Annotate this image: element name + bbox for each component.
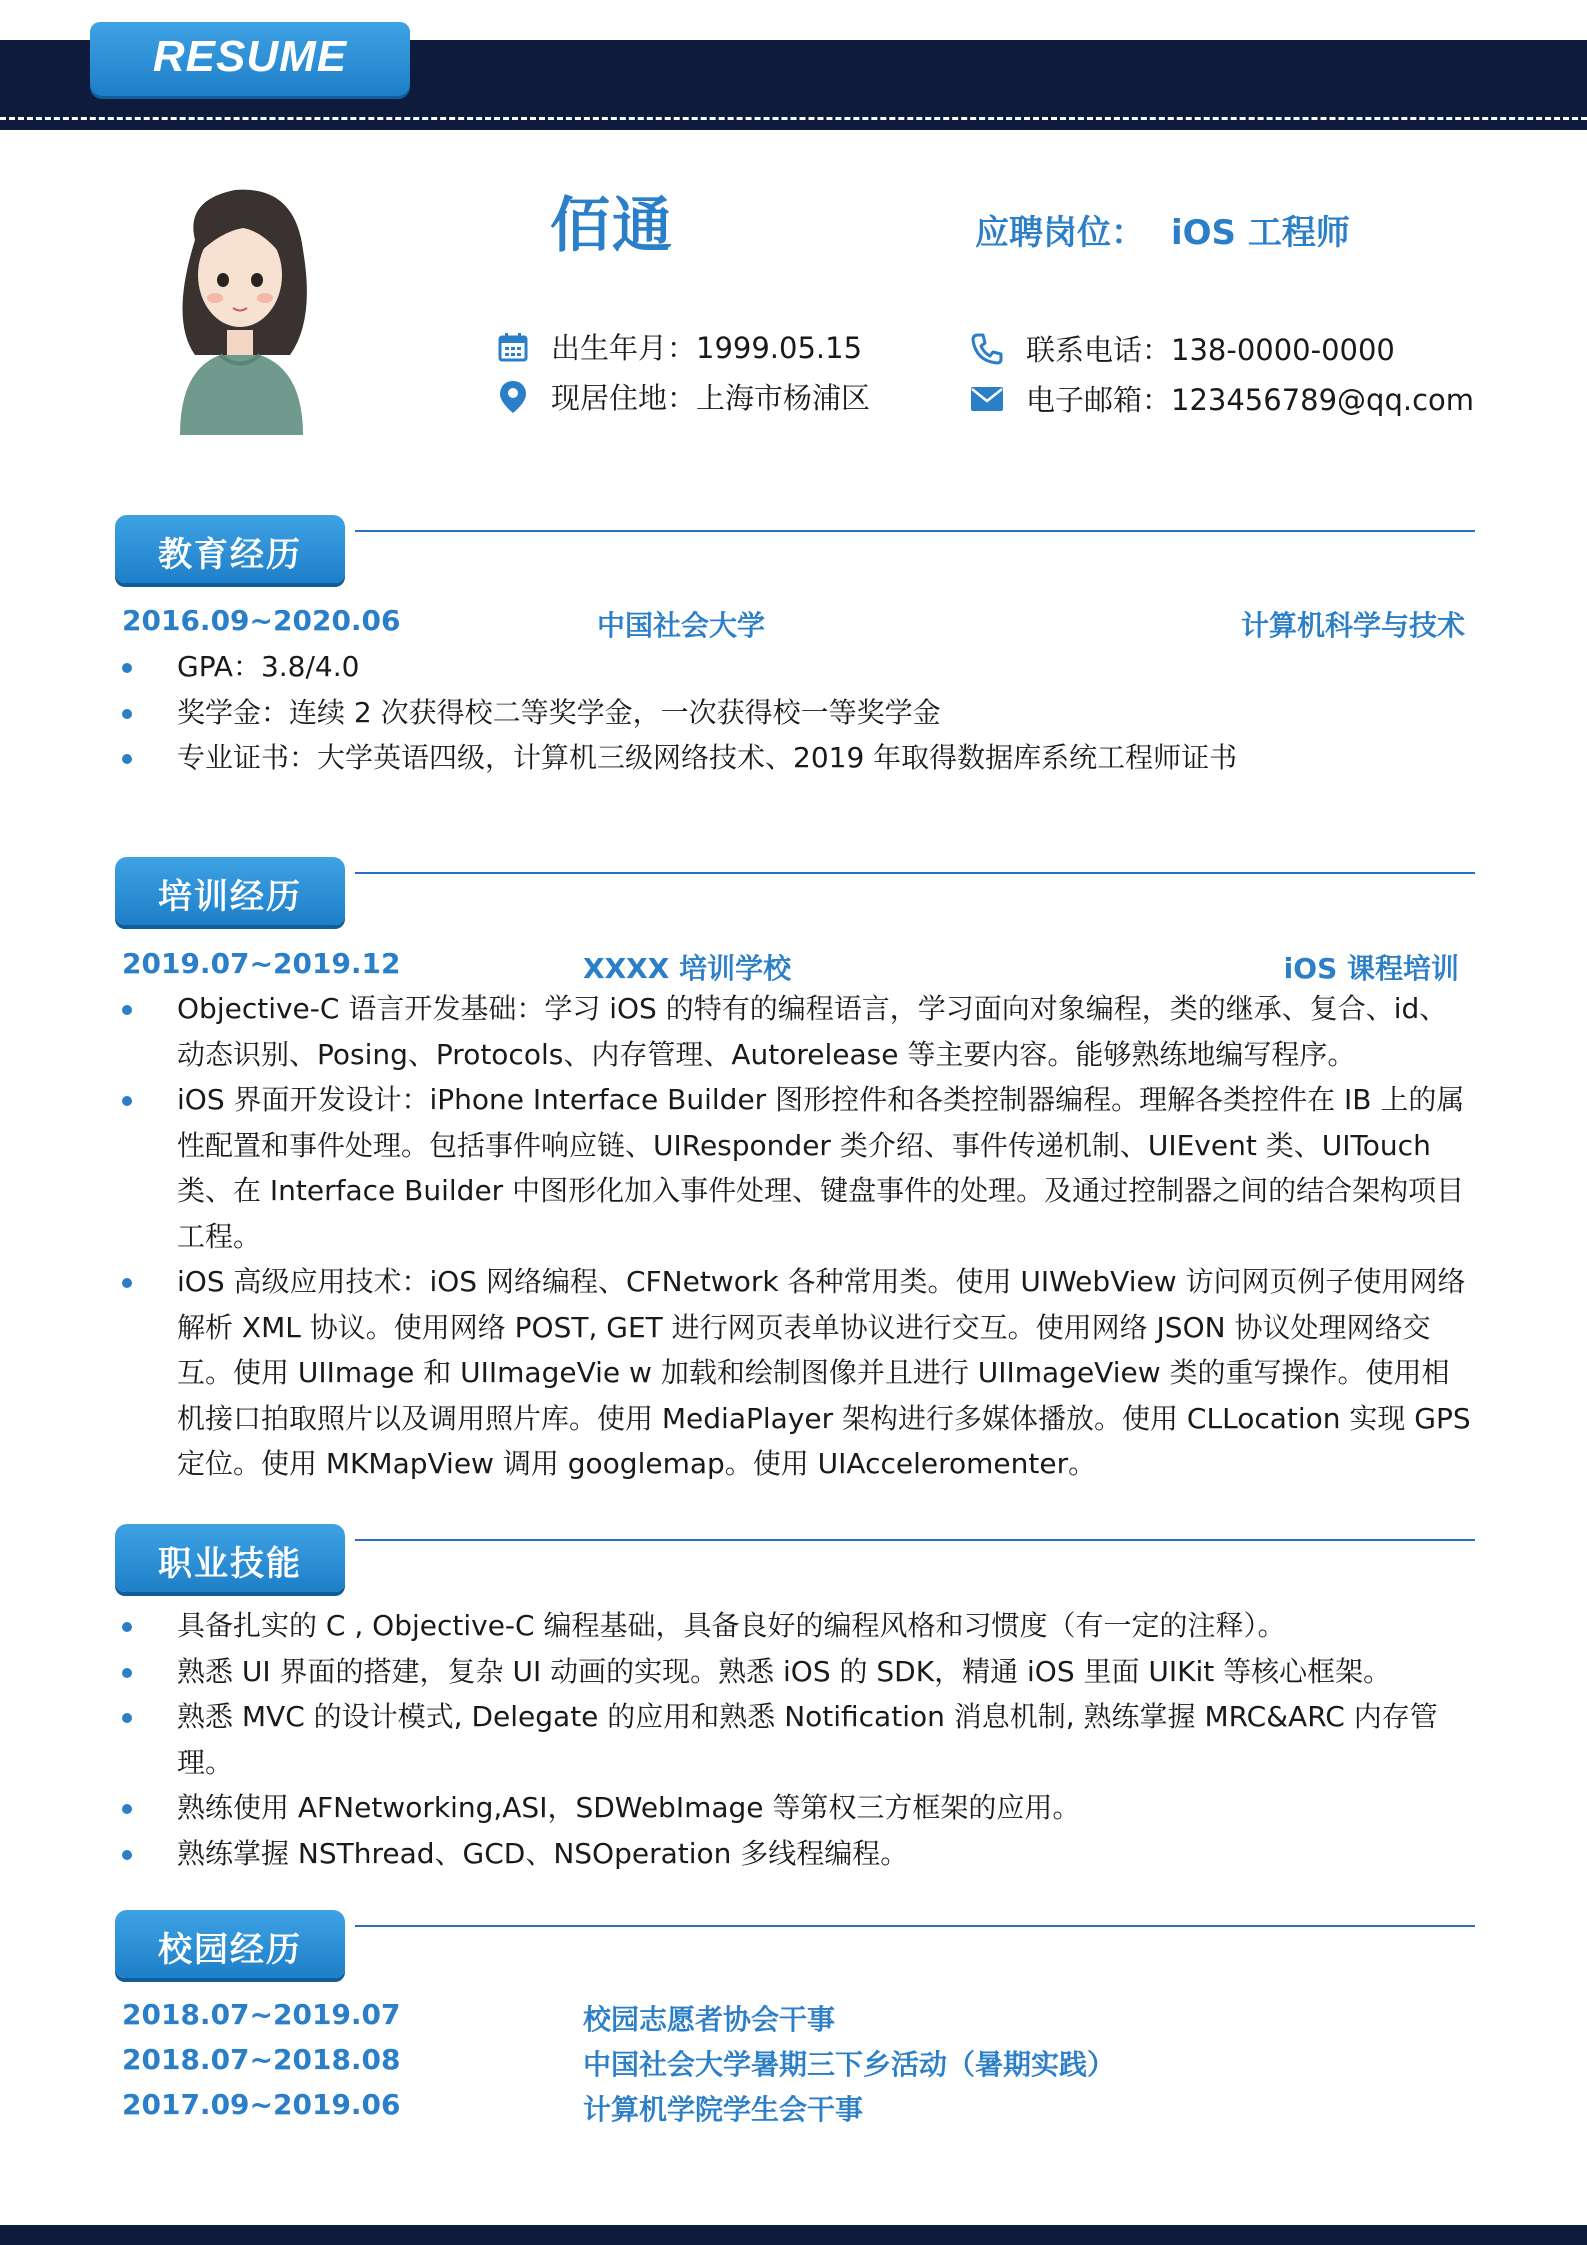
list-item: 熟悉 UI 界面的搭建，复杂 UI 动画的实现。熟悉 iOS 的 SDK，精通 iOS 里面 UIKit 等核心框架。 (122, 1649, 1472, 1695)
list-item: 熟练掌握 NSThread、GCD、NSOperation 多线程编程。 (122, 1831, 1472, 1877)
phone-text: 联系电话：138-0000-0000 (1026, 333, 1395, 367)
list-item: Objective-C 语言开发基础：学习 iOS 的特有的编程语言，学习面向对象编程，类的继承、复合、id、动态识别、Posing、Protocols、内存管理、Autorelease 等主要内容。能够熟练地编写程序。 (122, 986, 1472, 1077)
list-item: GPA：3.8/4.0 (122, 644, 1472, 690)
position-label: 应聘岗位： (975, 213, 1145, 253)
bullet-dot (122, 709, 132, 719)
education-school: 中国社会大学 (597, 609, 766, 642)
list-item: iOS 界面开发设计：iPhone Interface Builder 图形控件和各类控制器编程。理解各类控件在 IB 上的属性配置和事件处理。包括事件响应链、UIResponder 类介绍、事件传递机制、UIEvent 类、UITouch 类、在 Interface Builder 中图形化加入事件处理、键盘事件的处理。及通过控制器之间的结合架构项目工程。 (122, 1077, 1472, 1259)
campus-role: 计算机学院学生会干事 (583, 2093, 864, 2126)
training-divider (355, 872, 1475, 874)
calendar-icon (497, 331, 529, 363)
resume-label: RESUME (152, 32, 348, 81)
list-item: 奖学金：连续 2 次获得校二等奖学金，一次获得校一等奖学金 (122, 690, 1472, 736)
position-value: iOS 工程师 (1171, 213, 1350, 253)
campus-role: 校园志愿者协会干事 (583, 2003, 836, 2036)
education-title: 教育经历 (158, 535, 302, 575)
bullet-dot (122, 1278, 132, 1288)
training-date: 2019.07~2019.12 (122, 947, 401, 980)
bullet-dot (122, 1096, 132, 1106)
list-item: 专业证书：大学英语四级，计算机三级网络技术、2019 年取得数据库系统工程师证书 (122, 735, 1472, 781)
education-header (115, 515, 345, 583)
bullet-dot (122, 1668, 132, 1678)
list-item: 熟练使用 AFNetworking,ASI，SDWebImage 等第权三方框架的应用。 (122, 1785, 1472, 1831)
training-course: iOS 课程培训 (1283, 952, 1459, 985)
bullet-dot (122, 663, 132, 673)
list-item: 具备扎实的 C , Objective-C 编程基础，具备良好的编程风格和习惯度（有一定的注释）。 (122, 1603, 1472, 1649)
address-text: 现居住地：上海市杨浦区 (551, 381, 871, 415)
bullet-dot (122, 1622, 132, 1632)
education-divider (355, 530, 1475, 532)
banner-dashed-line (0, 117, 1587, 120)
education-major: 计算机科学与技术 (1240, 609, 1465, 642)
candidate-name: 佰通 (550, 191, 674, 261)
location-pin-icon (497, 379, 529, 415)
bottom-banner (0, 2225, 1587, 2245)
training-title: 培训经历 (158, 877, 302, 917)
campus-date: 2017.09~2019.06 (122, 2088, 401, 2121)
campus-title: 校园经历 (158, 1930, 302, 1970)
birth-row (497, 326, 862, 367)
email-row (970, 378, 1474, 419)
phone-row (970, 328, 1395, 369)
campus-date: 2018.07~2018.08 (122, 2043, 401, 2076)
skills-list (122, 1603, 1472, 1876)
campus-role: 中国社会大学暑期三下乡活动（暑期实践） (583, 2048, 1116, 2081)
phone-icon (970, 332, 1004, 366)
avatar (165, 180, 315, 435)
skills-header (115, 1524, 345, 1592)
resume-tab (90, 22, 410, 96)
address-row (497, 376, 870, 417)
campus-header (115, 1910, 345, 1978)
training-list (122, 986, 1472, 1487)
email-text: 电子邮箱：123456789@qq.com (1026, 383, 1475, 417)
bullet-dot (122, 1005, 132, 1015)
training-header (115, 857, 345, 925)
training-school: XXXX 培训学校 (583, 952, 792, 985)
bullet-dot (122, 1804, 132, 1814)
education-date: 2016.09~2020.06 (122, 604, 401, 637)
list-item: iOS 高级应用技术：iOS 网络编程、CFNetwork 各种常用类。使用 UIWebView 访问网页例子使用网络解析 XML 协议。使用网络 POST, GET 进行网页表单协议进行交互。使用网络 JSON 协议处理网络交互。使用 UIImage 和 UIImageVie w 加载和绘制图像并且进行 UIImageView 类的重写操作。使用相机接口拍取照片以及调用照片库。使用 MediaPlayer 架构进行多媒体播放。使用 CLLocation 实现 GPS 定位。使用 MKMapView 调用 googlemap。使用 UIAcceleromenter。 (122, 1259, 1472, 1487)
bullet-dot (122, 1713, 132, 1723)
birth-text: 出生年月：1999.05.15 (551, 331, 863, 365)
list-item: 熟悉 MVC 的设计模式, Delegate 的应用和熟悉 Notification 消息机制, 熟练掌握 MRC&ARC 内存管理。 (122, 1694, 1472, 1785)
campus-divider (355, 1925, 1475, 1927)
bullet-dot (122, 1850, 132, 1860)
position-applied (975, 205, 1350, 254)
envelope-icon (970, 386, 1004, 412)
education-list (122, 644, 1472, 781)
campus-date: 2018.07~2019.07 (122, 1998, 401, 2031)
skills-divider (355, 1539, 1475, 1541)
skills-title: 职业技能 (158, 1544, 302, 1584)
bullet-dot (122, 754, 132, 764)
